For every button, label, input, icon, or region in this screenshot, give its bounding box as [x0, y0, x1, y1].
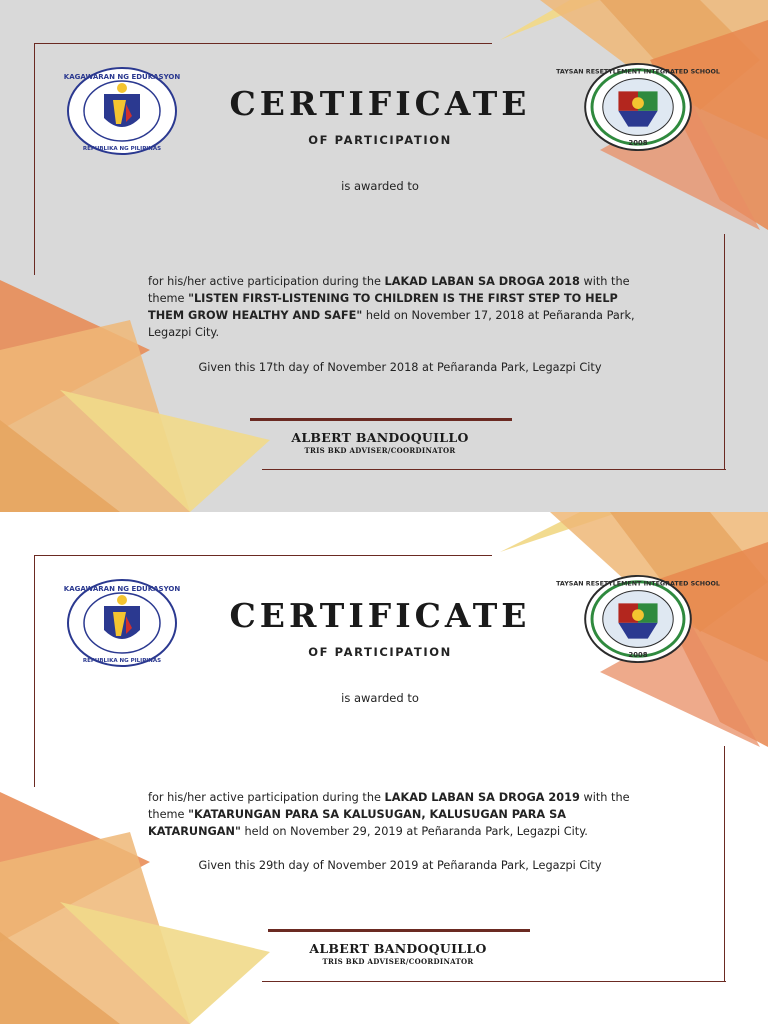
body-post-text: held on November 17, 2018 at Peñaranda Park, Legazpi City.: [148, 309, 635, 339]
certificate-body: [148, 789, 648, 840]
svg-text:KAGAWARAN NG EDUKASYON: KAGAWARAN NG EDUKASYON: [63, 585, 181, 593]
svg-text:2008: 2008: [628, 651, 648, 660]
awarded-to-text: is awarded to: [341, 179, 419, 193]
svg-text:KAGAWARAN NG EDUKASYON: KAGAWARAN NG EDUKASYON: [63, 73, 181, 81]
given-date-text: Given this 29th day of November 2019 at Peñaranda Park, Legazpi City: [198, 859, 602, 872]
school-seal-logo: [556, 574, 720, 664]
signatory-name: ALBERT BANDOQUILLO: [309, 941, 487, 956]
svg-text:2008: 2008: [628, 139, 648, 148]
svg-text:TAYSAN RESETTLEMENT INTEGRATED: TAYSAN RESETTLEMENT INTEGRATED SCHOOL: [556, 580, 720, 588]
certificate-title: CERTIFICATE: [229, 596, 531, 635]
body-mid-text: with the theme: [148, 791, 630, 821]
certificate-subtitle: OF PARTICIPATION: [308, 645, 452, 659]
body-post-text: held on November 29, 2019 at Peñaranda Park, Legazpi City.: [240, 825, 588, 838]
certificate-body: [148, 273, 648, 341]
body-mid-text: with the theme: [148, 275, 630, 305]
frame-top: [34, 555, 492, 556]
given-date-text: Given this 17th day of November 2018 at Peñaranda Park, Legazpi City: [198, 361, 602, 374]
event-name: LAKAD LABAN SA DROGA 2019: [384, 791, 580, 804]
frame-bottom: [262, 981, 726, 982]
frame-left: [34, 555, 35, 787]
deped-seal-logo: [63, 578, 181, 668]
svg-text:REPUBLIKA NG PILIPINAS: REPUBLIKA NG PILIPINAS: [82, 146, 162, 152]
frame-left: [34, 43, 35, 275]
svg-text:TAYSAN RESETTLEMENT INTEGRATED: TAYSAN RESETTLEMENT INTEGRATED SCHOOL: [556, 68, 720, 76]
frame-right: [724, 234, 725, 470]
certificate-title: CERTIFICATE: [229, 84, 531, 123]
signature-line: [250, 418, 512, 421]
awarded-to-text: is awarded to: [341, 691, 419, 705]
frame-bottom: [262, 469, 726, 470]
event-name: LAKAD LABAN SA DROGA 2018: [384, 275, 580, 288]
frame-right: [724, 746, 725, 982]
certificate-subtitle: OF PARTICIPATION: [308, 133, 452, 147]
signatory-name: ALBERT BANDOQUILLO: [291, 430, 469, 445]
school-seal-logo: [556, 62, 720, 152]
signatory-role: TRIS BKD ADVISER/COORDINATOR: [304, 446, 456, 455]
event-theme: "KATARUNGAN PARA SA KALUSUGAN, KALUSUGAN PARA SA KATARUNGAN": [148, 808, 566, 838]
signature-line: [268, 929, 530, 932]
signatory-role: TRIS BKD ADVISER/COORDINATOR: [322, 957, 474, 966]
event-theme: "LISTEN FIRST-LISTENING TO CHILDREN IS THE FIRST STEP TO HELP THEM GROW HEALTHY AND SAFE": [148, 292, 618, 322]
frame-top: [34, 43, 492, 44]
svg-text:REPUBLIKA NG PILIPINAS: REPUBLIKA NG PILIPINAS: [82, 658, 162, 664]
body-pre-text: for his/her active participation during the: [148, 791, 385, 804]
body-pre-text: for his/her active participation during the: [148, 275, 385, 288]
deped-seal-logo: [63, 66, 181, 156]
certificate-2019: [0, 512, 768, 1024]
